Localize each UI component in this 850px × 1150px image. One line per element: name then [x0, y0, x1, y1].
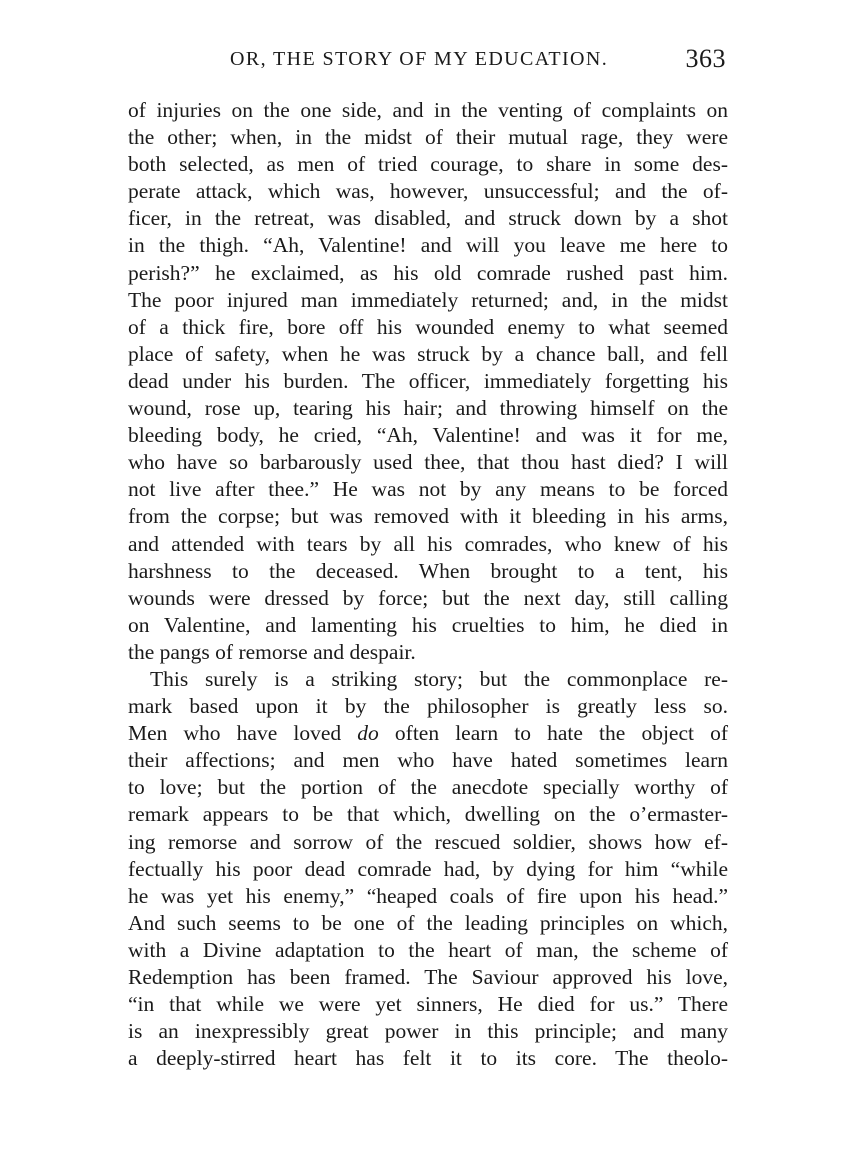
text-line: from the corpse; but was removed with it bleeding in his arms, [128, 504, 728, 529]
text-line: Redemption has been framed. The Saviour approved his love, [128, 965, 728, 989]
text-line: The poor injured man immediately returned; and, in the midst [128, 287, 728, 312]
text-fragment: Men who have loved [128, 721, 342, 746]
text-line: remark appears to be that which, dwelling on the o’ermaster- [128, 802, 728, 827]
text-line: of injuries on the one side, and in the venting of complaints on [128, 98, 728, 122]
text-line: This surely is a striking story; but the commonplace re- [150, 666, 728, 691]
text-line: of a thick fire, bore off his wounded enemy to what seemed [128, 314, 728, 339]
text-line: place of safety, when he was struck by a chance ball, and fell [128, 341, 728, 366]
text-line: wounds were dressed by force; but the next day, still calling [128, 585, 728, 610]
text-line: not live after thee.” He was not by any means to be forced [128, 477, 728, 502]
text-line: he was yet his enemy,” “heaped coals of fire upon his head.” [128, 883, 728, 908]
text-line: a deeply-stirred heart has felt it to its core. The theolo- [128, 1046, 728, 1071]
text-line: And such seems to be one of the leading principles on which, [128, 910, 728, 935]
text-line: the other; when, in the midst of their mutual rage, they were [128, 125, 728, 150]
text-line: with a Divine adaptation to the heart of man, the scheme of [128, 937, 728, 962]
emphasis-do: do [357, 721, 379, 746]
text-line: in the thigh. “Ah, Valentine! and will you leave me here to [128, 233, 728, 258]
text-line: on Valentine, and lamenting his cruelties to him, he died in [128, 612, 728, 637]
running-title: OR, THE STORY OF MY EDUCATION. [230, 48, 609, 70]
text-line: the pangs of remorse and despair. [128, 639, 416, 664]
text-line-emphasis [128, 720, 728, 747]
text-line: perish?” he exclaimed, as his old comrade rushed past him. [128, 260, 728, 285]
text-line: fectually his poor dead comrade had, by dying for him “while [128, 856, 728, 881]
text-line: their affections; and men who have hated sometimes learn [128, 748, 728, 773]
running-head [130, 44, 726, 80]
text-line: ing remorse and sorrow of the rescued soldier, shows how ef- [128, 829, 728, 854]
text-line: is an inexpressibly great power in this principle; and many [128, 1019, 728, 1044]
text-line: harshness to the deceased. When brought to a tent, his [128, 558, 728, 583]
text-line: and attended with tears by all his comrades, who knew of his [128, 531, 728, 556]
text-line: to love; but the portion of the anecdote specially worthy of [128, 775, 728, 800]
text-line: both selected, as men of tried courage, to share in some des- [128, 152, 728, 177]
body-text [128, 97, 728, 1072]
text-line: ficer, in the retreat, was disabled, and struck down by a shot [128, 206, 728, 231]
text-line: mark based upon it by the philosopher is greatly less so. [128, 694, 728, 719]
text-line: bleeding body, he cried, “Ah, Valentine! and was it for me, [128, 423, 728, 448]
text-line: “in that while we were yet sinners, He died for us.” There [128, 992, 728, 1017]
text-line: dead under his burden. The officer, immediately forgetting his [128, 368, 728, 393]
text-line: who have so barbarously used thee, that thou hast died? I will [128, 450, 728, 475]
text-line: perate attack, which was, however, unsuccessful; and the of- [128, 179, 728, 204]
text-line: wound, rose up, tearing his hair; and throwing himself on the [128, 396, 728, 421]
text-fragment: often learn to hate the object of [394, 721, 729, 746]
page-number: 363 [685, 44, 726, 73]
